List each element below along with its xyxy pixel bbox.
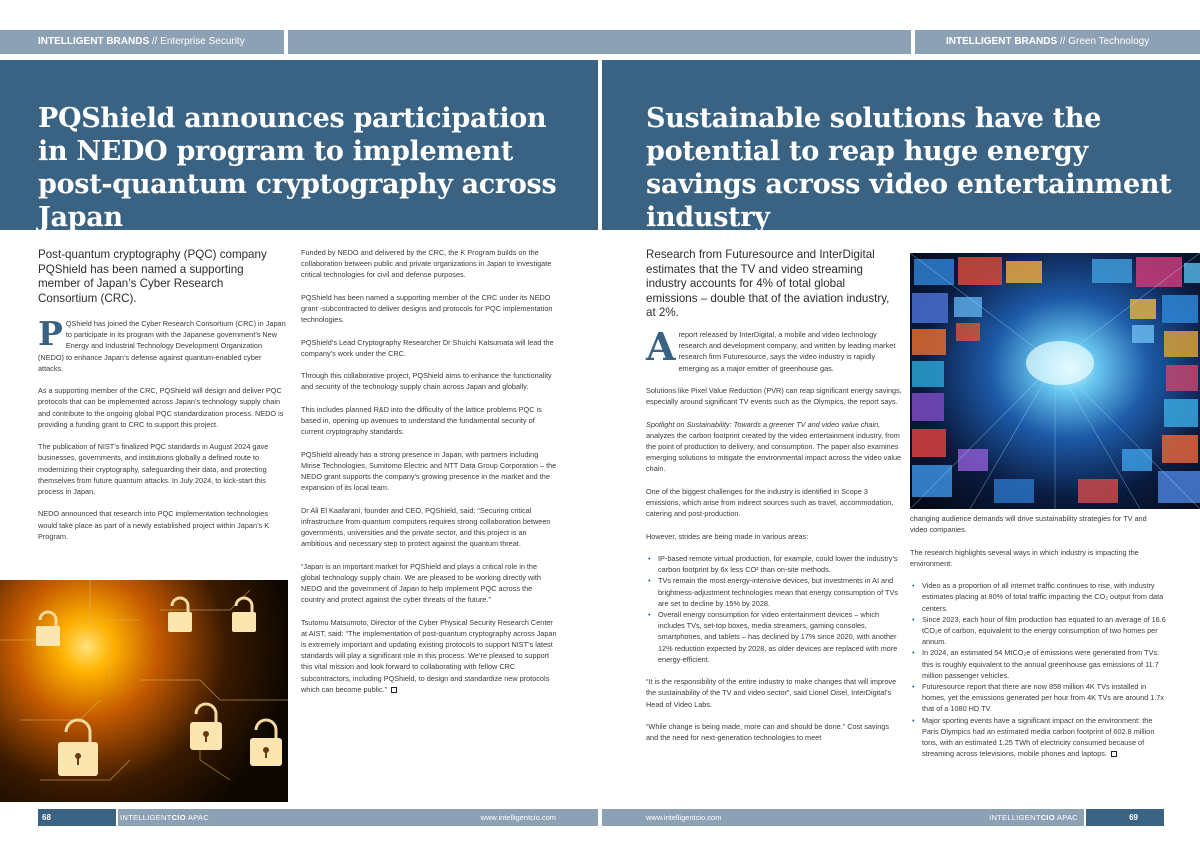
footer-url[interactable]: www.intelligentcio.com: [646, 813, 722, 822]
section-bar-center: [288, 30, 911, 54]
end-mark-icon: [1111, 751, 1117, 757]
headline-band-right: [602, 60, 1200, 233]
section-brand: INTELLIGENT BRANDS: [946, 36, 1058, 47]
video-screens: [910, 253, 1200, 509]
footer-url[interactable]: www.intelligentcio.com: [480, 813, 556, 822]
list-item: • Overall energy consumption for video entertainment devices – which includes TVs, set-top boxes, media streamers, gaming consoles, smartphones, and tablets – has declined by 17% since 2020, with another 12% reduction expected by 2028, as older devices are replaced with more energy-efficient.: [646, 609, 902, 665]
article-paragraph: One of the biggest challenges for the industry is identified in Scope 3 emissions, which arise from indirect sources such as travel, accommodation, catering and post-production.: [646, 486, 894, 519]
paragraph-text: Tsutomu Matsumoto, Director of the Cyber Physical Security Research Center at AIST, said: “The implementation of post-quantum cryptography across Japan is extremely important and updating existing protocols to support NIST’s latest standards will play a significant role in this process. We’re pleased to support this vital mission and look forward to collaborating with fellow CRC subcontractors, including PQShield, to design and standardize new protocols which can become public.”: [301, 617, 557, 694]
article-paragraph: changing audience demands will drive sustainability strategies for TV and video companies.: [910, 514, 1147, 535]
article-paragraph: As a supporting member of the CRC, PQShield will design and deliver PQC protocols that can be implemented across Japan’s technology supply chain and contribute to the ongoing global PQC standardization process. NEDO is providing a funding grant to CRC to support this project.: [38, 386, 284, 429]
page-title: Sustainable solutions have the potential to reap huge energy savings across video entertainment industry: [646, 103, 1172, 233]
article-paragraph: PQShield’s Lead Cryptography Researcher Dr Shuichi Katsumata will lead the company’s work under the CRC.: [301, 337, 554, 358]
article-paragraph: [301, 617, 557, 695]
section-topic: Enterprise Security: [160, 36, 245, 47]
list-item: • Futuresource report that there are now 858 million 4K TVs installed in homes, yet the emissions generated per hour from 4K TVs are around 1.7x that of a 1080 HD TV.: [910, 681, 1166, 715]
list-item: • IP-based remote virtual production, for example, could lower the industry’s carbon footprint by 6x less CO² than on-site methods.: [646, 553, 902, 575]
footer-brand: [989, 809, 1078, 826]
report-title: Spotlight on Sustainability: Towards a greener TV and video value chain,: [646, 419, 881, 429]
article-paragraph: However, strides are being made in various areas:: [646, 531, 809, 541]
article-paragraph: “It is the responsibility of the entire industry to make changes that will improve the sustainability of the TV and video sector”, said Lionel Oisel, InterDigital’s Head of Video Labs.: [646, 677, 897, 709]
list-item: • In 2024, an estimated 54 MtCO₂e of emissions were generated from TVs: this is roughly equivalent to the annual greenhouse gas emissions of 11.7 million passenger vehicles.: [910, 647, 1166, 681]
list-item: • TVs remain the most energy-intensive devices, but investments in AI and brightness-adjustment technologies mean that energy consumption of TVs are set to decline by 15% by 2028.: [646, 575, 902, 609]
article-paragraph: This includes planned R&D into the difficulty of the lattice problems PQC is based in, opening up avenues to understand the fundamental security of current cryptography standards.: [301, 404, 542, 437]
section-brand: INTELLIGENT BRANDS: [38, 36, 150, 47]
list-item: [910, 715, 1166, 760]
page-number-text: 69: [1129, 813, 1138, 822]
section-bar-right: [915, 30, 1200, 54]
article-paragraph: “While change is being made, more can and should be done.” Cost savings and the need for next-generation technologies to meet: [646, 722, 889, 743]
footer-brand-b: CIO: [171, 813, 186, 822]
footer-brand-b: CIO: [1040, 813, 1055, 822]
article-paragraph: [646, 419, 902, 475]
bullet-list: [646, 553, 902, 665]
padlock-circuit-image: [0, 580, 288, 802]
list-item: • Video as a proportion of all internet traffic continues to rise, with industry estimates placing at 80% of total traffic impacting the CO₂ output from data centers.: [910, 580, 1166, 614]
paragraph-text: report released by InterDigital, a mobile and video technology research and development company, and written by leading market research firm Futuresource, says the video industry is rapidly emerging as a major emitter of greenhouse gas.: [678, 330, 896, 373]
article-column-2: [301, 247, 557, 706]
paragraph-text: analyzes the carbon footprint created by the video entertainment industry, from the point of production to delivery, and consumption. The paper also examines emerging solutions to mitigate the environmental impact across the video value chain.: [646, 430, 902, 474]
article-paragraph: PQShield already has a strong presence in Japan, with partners including Mirise Technologies, Sumitomo Electric and NTT Data Group Corporation – the NEDO grant supports the company’s growing presence in the market and the expansion of its local team.: [301, 449, 557, 493]
footer-bar-right: [602, 809, 1084, 826]
list-item-text: Major sporting events have a significant impact on the environment: the Paris Olympics had an estimated media carbon footprint of 602.8 million tons, with an estimated 1.25 TWh of electricity consumed because of streaming across televisions, mobile phones and laptops.: [922, 715, 1155, 759]
article-lede: Research from Futuresource and InterDigital estimates that the TV and video streaming industry accounts for 4% of total global emissions – double that of the aviation industry, at 2%.: [646, 248, 890, 319]
drop-cap: A: [646, 324, 676, 369]
section-separator: //: [149, 36, 161, 47]
page-number: [38, 809, 116, 826]
article-paragraph: Dr Ali El Kaafarani, founder and CEO, PQShield, said: “Securing critical infrastructure from quantum computers requires strong collaboration between governments, universities and the private sector, and this project is an ambitious and necessary step to protect against the quantum threat.: [301, 505, 551, 549]
article-paragraph: PQShield has been named a supporting member of the CRC under its NEDO grant -subcontracted to deliver designs and protocols for PQC implementation technologies.: [301, 292, 553, 325]
article-paragraph: NEDO announced that research into PQC implementation technologies would take place as part of a newly established project within Japan’s K Program.: [38, 509, 270, 541]
page-number-text: 68: [42, 813, 51, 822]
article-paragraph: Funded by NEDO and delivered by the CRC, the K Program builds on the collaboration between public and private organizations in Japan to investigate critical technologies for civil and defense purposes.: [301, 248, 552, 280]
section-topic: Green Technology: [1068, 36, 1150, 47]
article-paragraph: [646, 324, 902, 374]
paragraph-text: QShield has joined the Cyber Research Consortium (CRC) in Japan to participate in its program with the Japanese government’s New Energy and Industrial Technology Development Organization (NEDO) to enhance Japan’s defense against quantum-enabled cyber attacks.: [38, 319, 286, 373]
article-column-1: [38, 314, 288, 553]
section-separator: //: [1057, 36, 1069, 47]
footer-bar-left: [118, 809, 598, 826]
headline-band-left: [0, 60, 598, 233]
footer-brand-c: APAC: [1054, 813, 1078, 822]
article-lede: Post-quantum cryptography (PQC) company PQShield has been named a supporting member of Japan’s Cyber Research Consortium (CRC).: [38, 248, 267, 305]
article-paragraph: [38, 314, 288, 374]
footer-brand-c: APAC: [185, 813, 209, 822]
bullet-list: [910, 580, 1166, 759]
section-bar-left: [0, 30, 284, 54]
video-wall-tunnel-image: [910, 253, 1200, 509]
article-paragraph: The research highlights several ways in which industry is impacting the environment:: [910, 547, 1139, 568]
article-column-4: [910, 513, 1166, 771]
article-paragraph: The publication of NIST’s finalized PQC standards in August 2024 gave businesses, governments, and institutions globally a defined route to modernizing their cryptography, safeguarding their data, and protecting themselves from future quantum attacks. In July 2024, to kick-start this process in Japan,: [38, 442, 269, 497]
article-column-3: [646, 324, 902, 755]
page-title: PQShield announces participation in NEDO program to implement post-quantum cryptography across Japan: [38, 103, 557, 233]
article-paragraph: “Japan is an important market for PQShield and plays a critical role in the global technology supply chain. We are pleased to be working directly with NEDO and the government of Japan to help implement PQC across the country and protect against the cyber threats of the future.”: [301, 561, 541, 605]
padlock-icons: [0, 580, 288, 802]
page-number: [1086, 809, 1164, 826]
footer-brand: [120, 809, 209, 826]
footer-brand-a: INTELLIGENT: [989, 813, 1041, 822]
footer-brand-a: INTELLIGENT: [120, 813, 172, 822]
drop-cap: P: [38, 314, 63, 353]
list-item: • Since 2023, each hour of film production has equated to an average of 16.6 tCO₂e of carbon, equivalent to the energy consumption of two homes per annum.: [910, 614, 1166, 648]
article-paragraph: Through this collaborative project, PQShield aims to enhance the functionality and security of the technology supply chain across Japan and globally.: [301, 371, 552, 392]
article-paragraph: Solutions like Pixel Value Reduction (PVR) can reap significant energy savings, especially around significant TV events such as the Olympics, the report says.: [646, 386, 902, 407]
end-mark-icon: [391, 687, 397, 693]
